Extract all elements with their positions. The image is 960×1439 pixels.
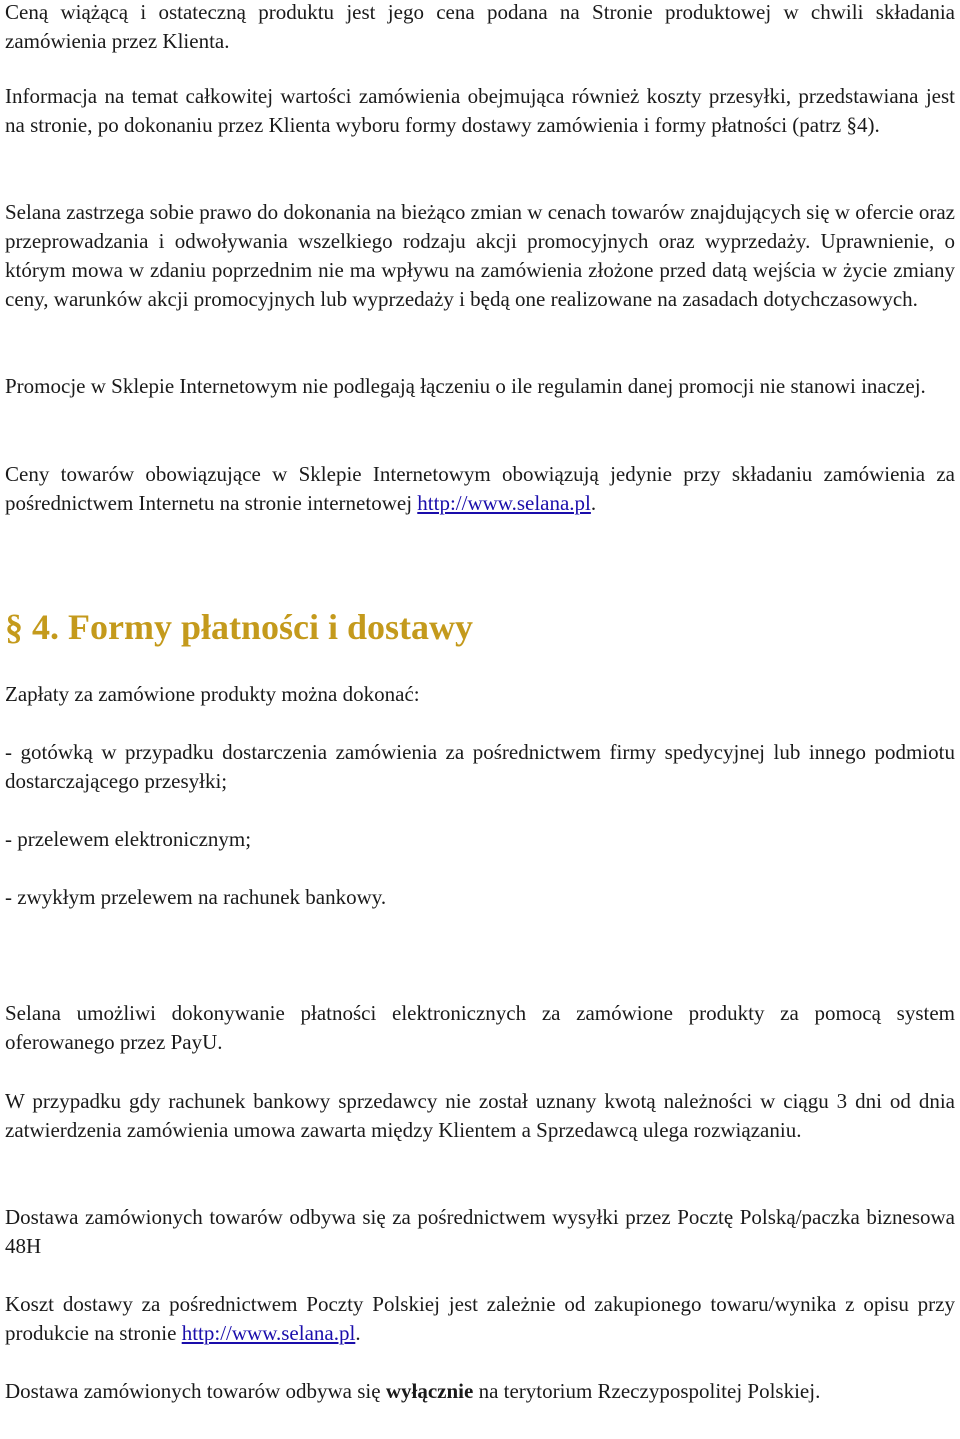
delivery-territory-bold: wyłącznie [385,1379,474,1403]
paragraph-prices-valid [5,460,955,518]
list-item-electronic-transfer: - przelewem elektronicznym; [5,827,252,851]
delivery-territory-text-b: na terytorium Rzeczypospolitej Polskiej. [473,1379,821,1403]
section-heading: § 4. Formy płatności i dostawy [5,607,473,647]
paragraph-price-changes: Selana zastrzega sobie prawo do dokonania na bieżąco zmian w cenach towarów znajdujących się w ofercie oraz przeprowadzania i odwoływania wszelkiego rodzaju akcji promocyjnych oraz wyprzedaży. Uprawnienie, o którym mowa w zdaniu poprzednim nie ma wpływu na zamówienia złożone przed datą wejścia w życie zmiany ceny, warunków akcji promocyjnych lub wyprzedaży i będą one realizowane na zasadach dotychczasowych. [5,200,955,311]
list-item-cash: - gotówką w przypadku dostarczenia zamówienia za pośrednictwem firmy spedycyjnej lub innego podmiotu dostarczającego przesyłki; [5,740,955,793]
paragraph-total-value: Informacja na temat całkowitej wartości zamówienia obejmująca również koszty przesyłki, przedstawiana jest na stronie, po dokonaniu przez Klienta wyboru formy dostawy zamówienia i formy płatności (patrz §4). [5,84,955,137]
paragraph-payment-intro: Zapłaty za zamówione produkty można dokonać: [5,682,420,706]
delivery-cost-text: Koszt dostawy za pośrednictwem Poczty Polskiej jest zależnie od zakupionego towaru/wynika z opisu przy produkcie na stronie [5,1292,955,1345]
paragraph-payu: Selana umożliwi dokonywanie płatności elektronicznych za zamówione produkty za pomocą system oferowanego przez PayU. [5,1001,955,1054]
delivery-cost-end: . [355,1321,361,1345]
selana-link-2[interactable]: http://www.selana.pl [181,1321,356,1345]
delivery-territory-text-a: Dostawa zamówionych towarów odbywa się [5,1379,386,1403]
paragraph-delivery-territory [5,1377,955,1406]
prices-valid-end: . [590,491,597,515]
paragraph-delivery-cost [5,1290,955,1348]
paragraph-final-price: Ceną wiążącą i ostateczną produktu jest jego cena podana na Stronie produktowej w chwili składania zamówienia przez Klienta. [5,0,955,53]
paragraph-promotions: Promocje w Sklepie Internetowym nie podlegają łączeniu o ile regulamin danej promocji nie stanowi inaczej. [5,374,926,398]
paragraph-delivery-method: Dostawa zamówionych towarów odbywa się za pośrednictwem wysyłki przez Pocztę Polską/paczka biznesowa 48H [5,1205,955,1258]
prices-valid-text: Ceny towarów obowiązujące w Sklepie Internetowym obowiązują jedynie przy składaniu zamówienia za pośrednictwem Internetu na stronie internetowej [5,462,955,515]
list-item-bank-transfer: - zwykłym przelewem na rachunek bankowy. [5,885,387,909]
selana-link[interactable]: http://www.selana.pl [417,491,591,515]
paragraph-payment-deadline: W przypadku gdy rachunek bankowy sprzedawcy nie został uznany kwotą należności w ciągu 3 dni od dnia zatwierdzenia zamówienia umowa zawarta między Klientem a Sprzedawcą ulega rozwiązaniu. [5,1089,955,1142]
